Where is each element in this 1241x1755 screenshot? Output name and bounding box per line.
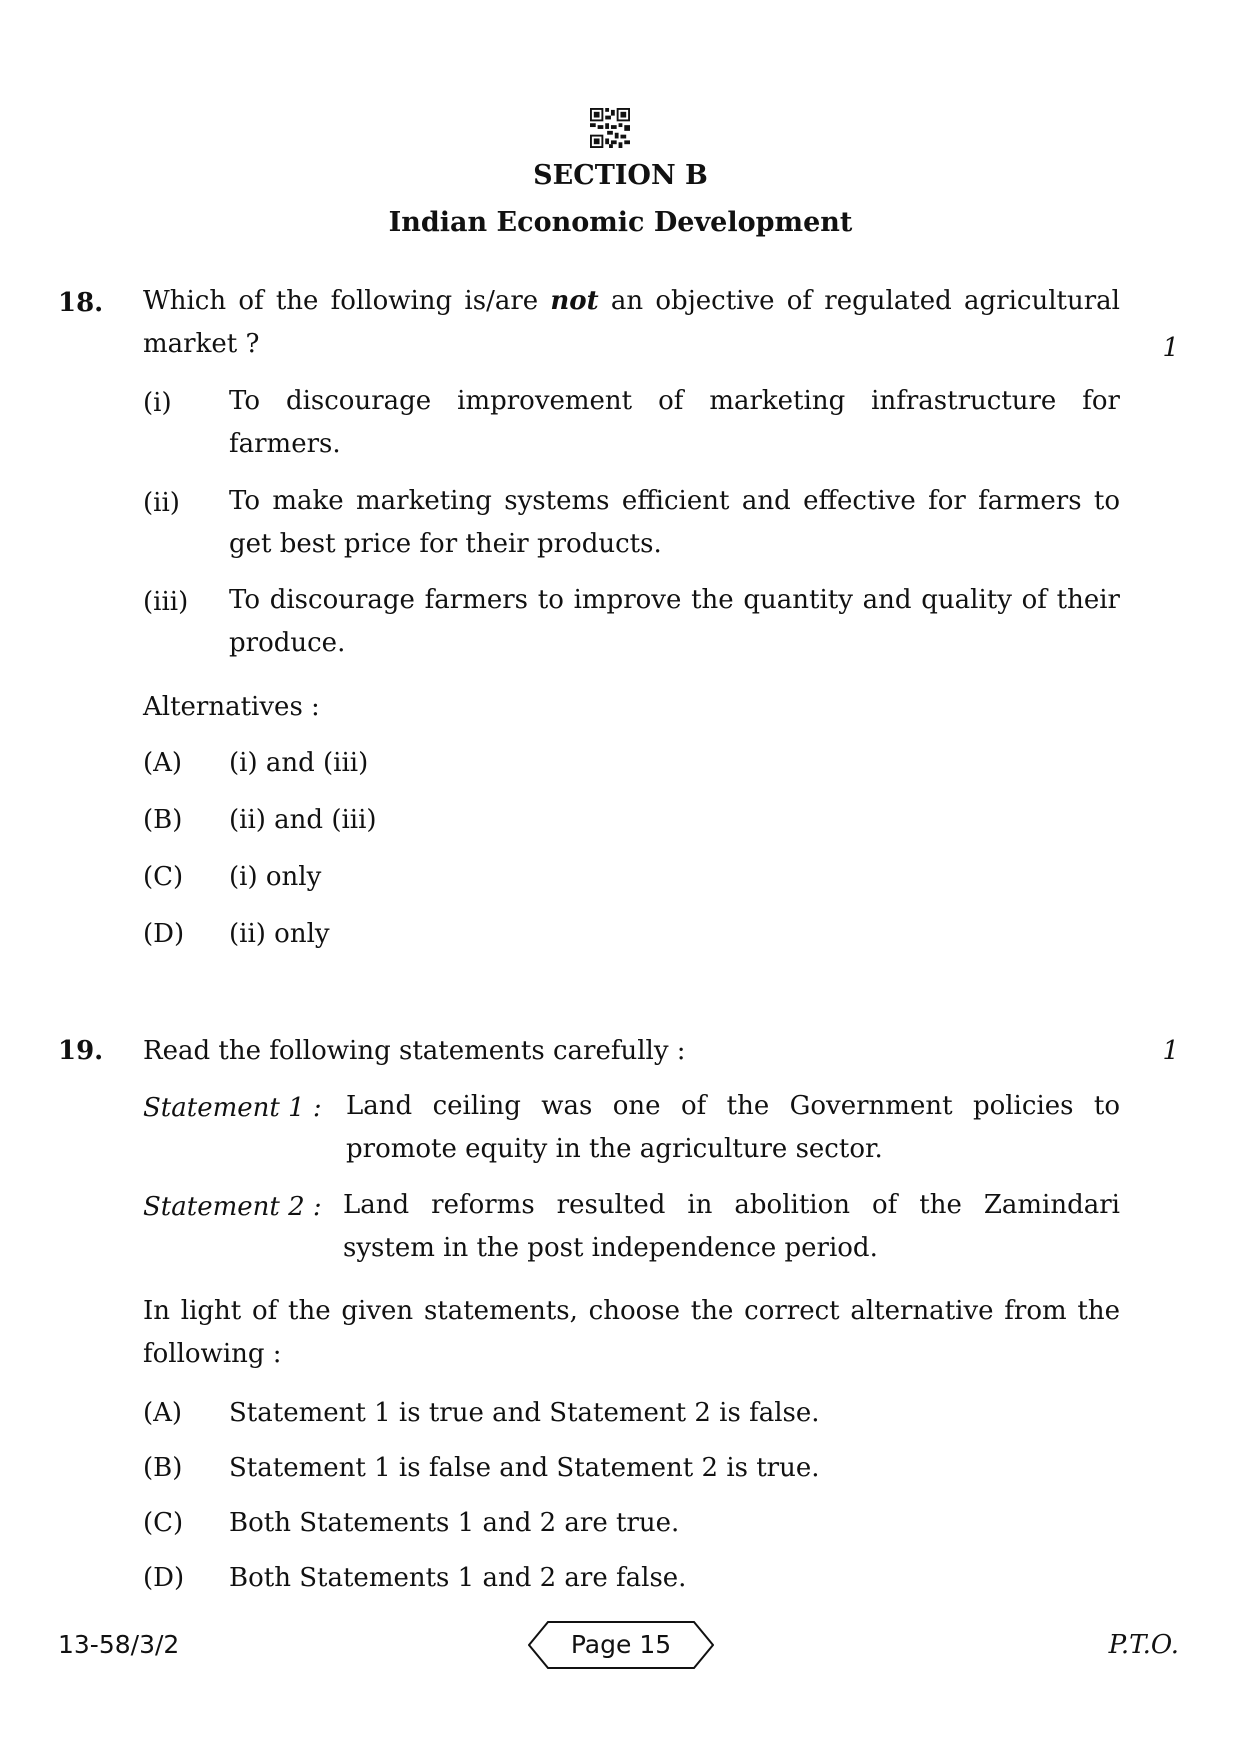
question-instruction-19: In light of the given statements, choose the correct alternative from the following : bbox=[143, 1296, 1120, 1369]
option-text: Statement 1 is true and Statement 2 is false. bbox=[229, 1398, 820, 1428]
option-label: (D) bbox=[143, 919, 185, 949]
option-text: (i) and (iii) bbox=[229, 748, 369, 778]
question-marks-19: 1 bbox=[1162, 1036, 1179, 1066]
please-turn-over: P.T.O. bbox=[1108, 1630, 1179, 1660]
item-label: (ii) bbox=[143, 488, 180, 518]
page-number: Page 15 bbox=[570, 1630, 672, 1659]
qr-code-icon bbox=[590, 108, 630, 148]
option-label: (C) bbox=[143, 862, 184, 892]
option-label: (A) bbox=[143, 1398, 183, 1428]
statement-label: Statement 1 : bbox=[143, 1093, 322, 1123]
section-subtitle: Indian Economic Development bbox=[388, 207, 853, 238]
option-label: (A) bbox=[143, 748, 183, 778]
question-number-19: 19. bbox=[58, 1036, 104, 1066]
option-text: Statement 1 is false and Statement 2 is true. bbox=[229, 1453, 820, 1483]
section-title: SECTION B bbox=[533, 160, 708, 191]
statement-label: Statement 2 : bbox=[143, 1192, 322, 1222]
option-text: (i) only bbox=[229, 862, 322, 892]
item-label: (i) bbox=[143, 388, 172, 418]
option-text: (ii) only bbox=[229, 919, 330, 949]
option-label: (C) bbox=[143, 1508, 184, 1538]
item-label: (iii) bbox=[143, 587, 189, 617]
option-text: Both Statements 1 and 2 are true. bbox=[229, 1508, 680, 1538]
alternatives-label: Alternatives : bbox=[143, 692, 320, 722]
option-label: (B) bbox=[143, 1453, 183, 1483]
question-number-18: 18. bbox=[58, 288, 104, 318]
item-text: To discourage improvement of marketing infrastructure for farmers. bbox=[229, 386, 1120, 459]
question-emphasis: not bbox=[550, 286, 599, 316]
option-text: Both Statements 1 and 2 are false. bbox=[229, 1563, 687, 1593]
option-label: (B) bbox=[143, 805, 183, 835]
statement-text: Land reforms resulted in abolition of the Zamindari system in the post independence period. bbox=[343, 1190, 1120, 1263]
question-text-18 bbox=[143, 280, 1120, 366]
question-text-part: an objective of regulated agricultural market ? bbox=[143, 286, 1120, 359]
option-text: (ii) and (iii) bbox=[229, 805, 377, 835]
item-text: To discourage farmers to improve the quantity and quality of their produce. bbox=[229, 585, 1120, 658]
paper-code: 13-58/3/2 bbox=[58, 1630, 180, 1659]
question-text-19: Read the following statements carefully : bbox=[143, 1036, 686, 1066]
question-text-part: Which of the following is/are bbox=[143, 286, 551, 316]
option-label: (D) bbox=[143, 1563, 185, 1593]
item-text: To make marketing systems efficient and effective for farmers to get best price for their products. bbox=[229, 486, 1120, 559]
statement-text: Land ceiling was one of the Government policies to promote equity in the agriculture sector. bbox=[346, 1091, 1120, 1164]
question-marks-18: 1 bbox=[1162, 333, 1179, 363]
